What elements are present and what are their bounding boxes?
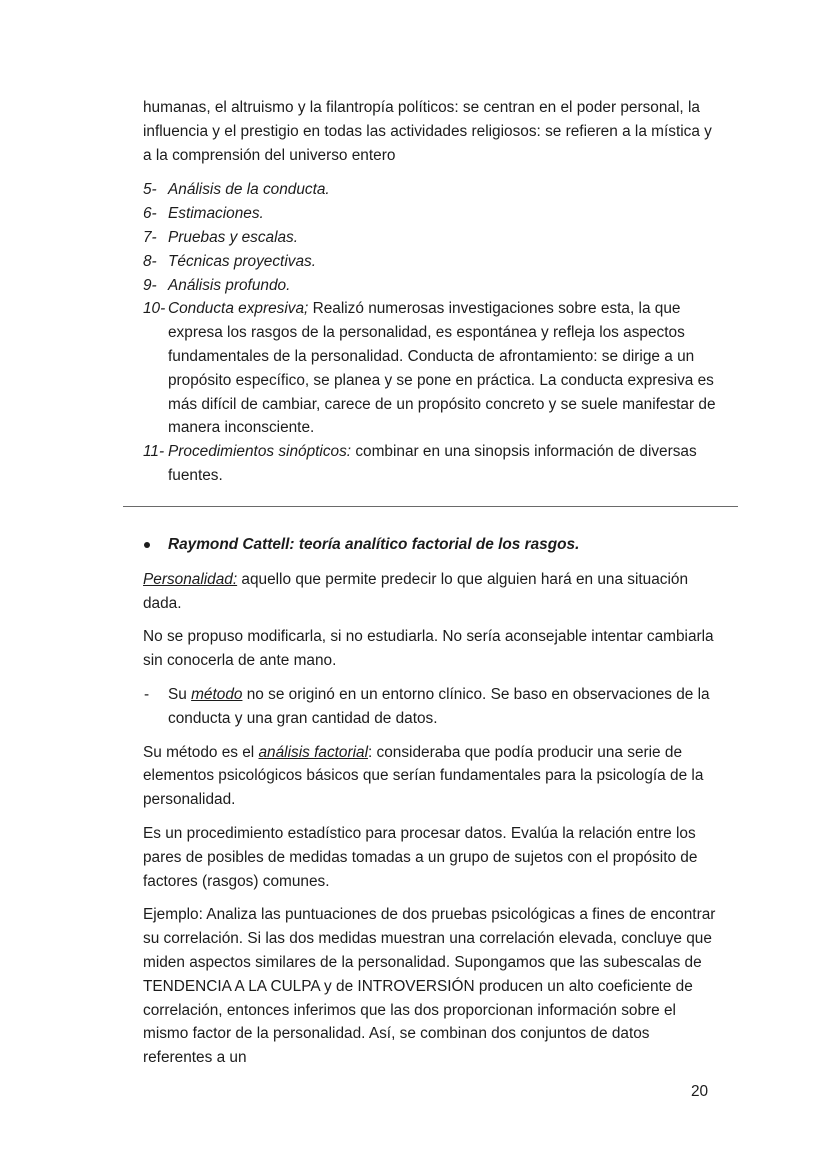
list-item [143,440,723,488]
list-item-title: Estimaciones. [168,205,264,223]
example-paragraph: Ejemplo: Analiza las puntuaciones de dos pruebas psicológicas a fines de encontrar su correlación. Si las dos medidas muestran una correlación elevada, concluye que miden aspectos similares de la personalidad. Supongamos que las subescalas de TENDENCIA A LA CULPA y de INTROVERSIÓN producen un alto coeficiente de correlación, entonces inferimos que las dos proporcionan información sobre el mismo factor de la personalidad. Así, se combinan dos conjuntos de datos referentes a un [143,906,716,1067]
factorial-term: análisis factorial [258,743,368,761]
definition-paragraph [143,568,723,616]
cattell-section [143,533,723,1070]
factorial-text: : consideraba que podía producir una serie de elementos psicológicos básicos que serían fundamentales para la psicología de la personalidad. [143,743,704,809]
list-item [143,202,723,226]
list-item [143,297,723,440]
definition-term: Personalidad: [143,570,238,588]
method-prefix: Su [168,685,192,703]
method-text: no se originó en un entorno clínico. Se baso en observaciones de la conducta y una gran cantidad de datos. [168,685,710,727]
list-number: 11- [143,443,165,461]
bullet-icon [144,542,150,548]
list-item-body: combinar en una sinopsis información de diversas fuentes. [168,443,697,484]
list-item-body: Realizó numerosas investigaciones sobre esta, la que expresa los rasgos de la personalidad, es espontánea y refleja los aspectos fundamentales de la personalidad. Conducta de afrontamiento: se dirige a un propósito específico, se planea y se pone en práctica. La conducta expresiva es más difícil de cambiar, carece de un propósito concreto y se suele manifestar de manera inconsciente. [168,300,716,437]
list-item [143,178,723,202]
list-item-title: Pruebas y escalas. [168,228,299,246]
list-number: 8- [143,252,157,270]
list-item [143,226,723,250]
list-item-title: Conducta expresiva; [168,300,309,318]
horizontal-divider [123,506,738,507]
list-item [143,250,723,274]
intro-paragraph: humanas, el altruismo y la filantropía políticos: se centran en el poder personal, la influencia y el prestigio en todas las actividades religiosos: se refieren a la mística y a la comprensión del universo entero [143,99,712,164]
page-number: 20 [691,1083,709,1100]
methods-list [143,178,723,487]
list-item-title: Procedimientos sinópticos: [168,443,352,461]
dash-bullet: - [144,685,150,703]
top-section [143,96,723,488]
list-item-title: Técnicas proyectivas. [168,252,316,270]
list-number: 6- [143,205,157,223]
definition-text: aquello que permite predecir lo que alguien hará en una situación dada. [143,570,689,612]
aim-paragraph: No se propuso modificarla, si no estudiarla. No sería aconsejable intentar cambiarla sin conocerla de ante mano. [143,628,714,670]
list-number: 5- [143,181,157,199]
list-item-title: Análisis profundo. [168,276,291,294]
list-item-title: Análisis de la conducta. [168,181,330,199]
section-heading-text: Raymond Cattell: teoría analítico factorial de los rasgos. [168,536,580,553]
factorial-paragraph [143,741,723,812]
list-item [143,274,723,298]
list-number: 10- [143,300,166,318]
procedure-paragraph: Es un procedimiento estadístico para procesar datos. Evalúa la relación entre los pares de posibles de medidas tomadas a un grupo de sujetos con el propósito de factores (rasgos) comunes. [143,824,698,890]
section-heading [143,533,723,557]
method-dash-item [143,683,723,731]
list-number: 7- [143,228,157,246]
method-term: método [191,685,243,703]
list-number: 9- [143,276,157,294]
factorial-prefix: Su método es el [143,743,259,761]
